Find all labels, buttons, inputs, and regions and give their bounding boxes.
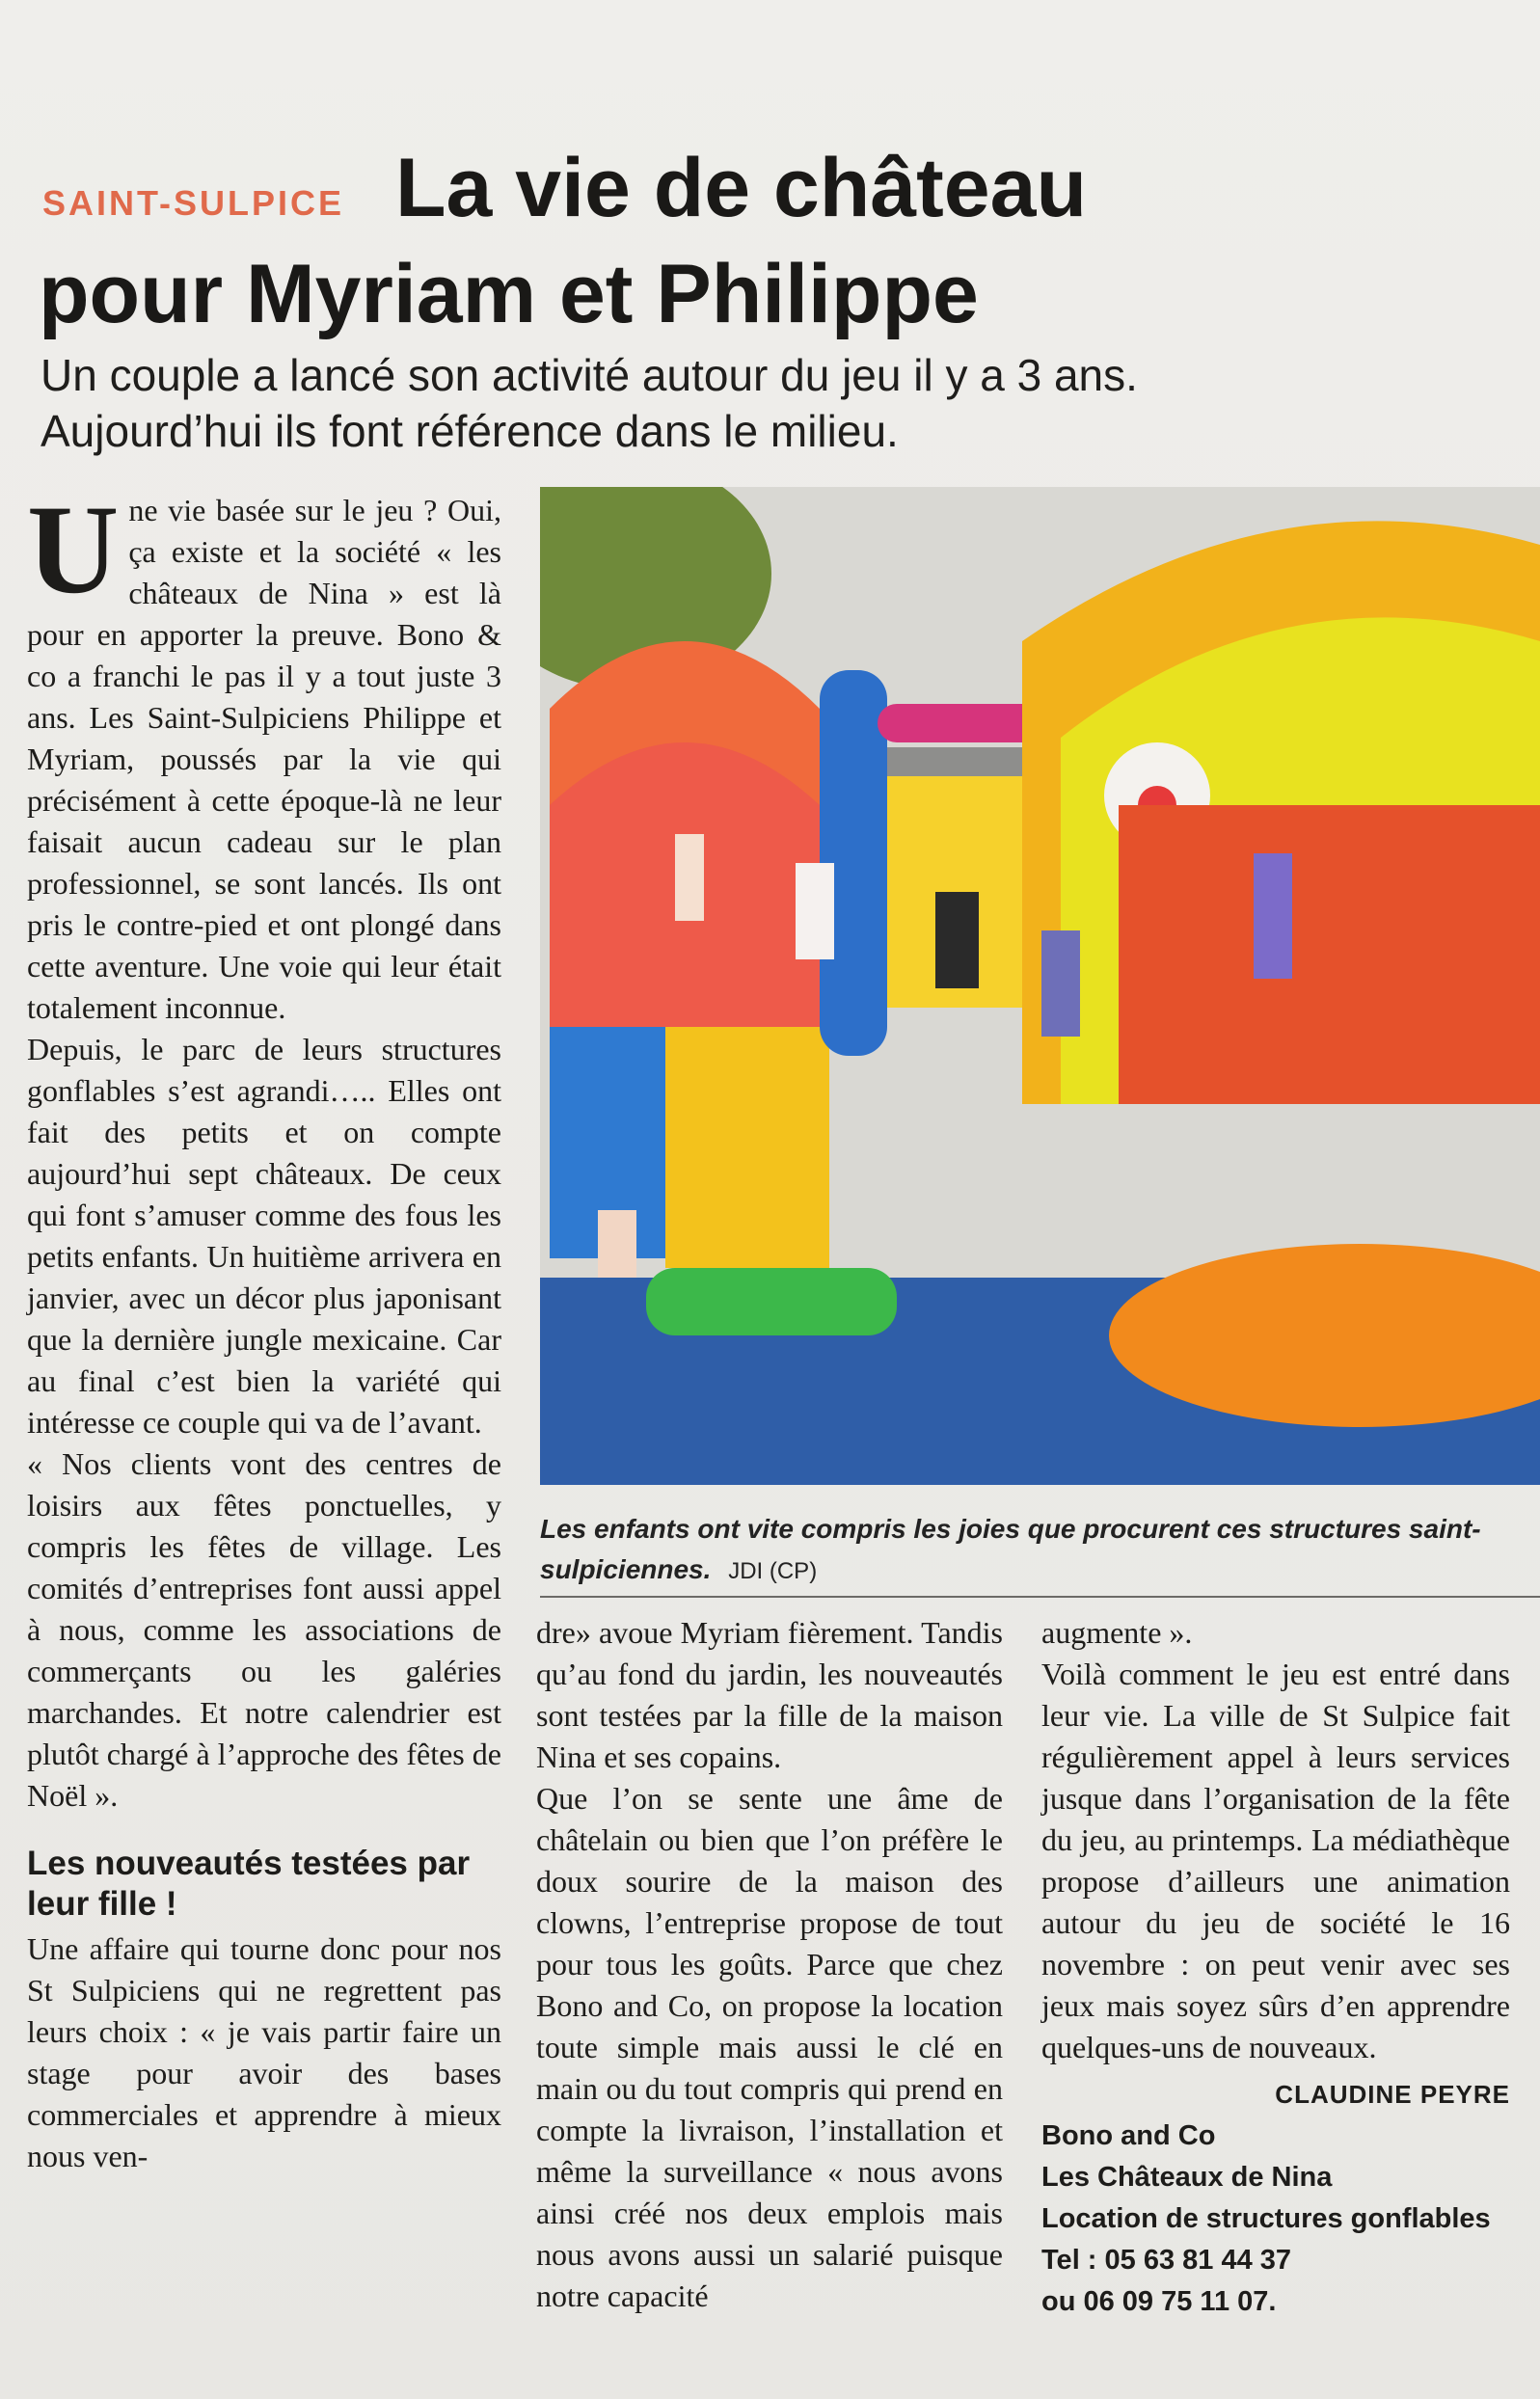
standfirst-line-1: Un couple a lancé son activité autour du jeu il y a 3 ans. bbox=[41, 350, 1138, 400]
paragraph-6: Que l’on se sente une âme de châtelain ou bien que l’on préfère le doux sourire de la maison des clowns, l’entreprise propose de tout pour tous les goûts. Parce que chez Bono and Co, on propose la location toute simple mais aussi le clé en main ou du tout compris qui prend en compte la livraison, l’installation et même la surveillance « nous avons ainsi créé nos deux emplois mais nous avons aussi un salarié puisque notre capacité bbox=[536, 1781, 1003, 2313]
caption-text: Les enfants ont vite compris les joies que procurent ces structures saint-sulpiciennes. bbox=[540, 1514, 1481, 1584]
headline bbox=[39, 135, 1437, 347]
contact-phone-2: ou 06 09 75 11 07. bbox=[1041, 2286, 1277, 2317]
headline-line-1: La vie de château bbox=[395, 142, 1087, 234]
standfirst-line-2: Aujourd’hui ils font référence dans le milieu. bbox=[41, 406, 899, 456]
drop-cap: U bbox=[27, 478, 120, 620]
contact-company: Bono and Co bbox=[1041, 2120, 1216, 2151]
paragraph-8: Voilà comment le jeu est entré dans leur vie. La ville de St Sulpice fait régulièrement appel à leurs services jusque dans l’organisation de la fête du jeu, au printemps. La médiathèque propose d’ailleurs une animation autour du jeu de société le 16 novembre : on peut venir avec ses jeux mais soyez sûrs d’en apprendre quelques-uns de nouveaux. bbox=[1041, 1657, 1510, 2064]
contact-phone-1: Tel : 05 63 81 44 37 bbox=[1041, 2245, 1292, 2276]
paragraph-1: ne vie basée sur le jeu ? Oui, ça existe et la société « les châteaux de Nina » est là pour en apporter la preuve. Bono & co a franchi le pas il y a tout juste 3 ans. Les Saint-Sulpiciens Philippe et Myriam, poussés par la vie qui précisément à cette époque-là ne leur faisait aucun cadeau sur le plan professionnel, se sont lancés. Ils ont pris le contre-pied et ont plongé dans cette aventure. Une voie qui leur était totalement inconnue. bbox=[27, 493, 501, 1025]
contact-brand: Les Châteaux de Nina bbox=[1041, 2162, 1333, 2193]
caption-rule bbox=[540, 1596, 1540, 1598]
headline-line-2: pour Myriam et Philippe bbox=[39, 248, 979, 340]
author-byline: CLAUDINE PEYRE bbox=[1275, 2080, 1510, 2109]
paragraph-3: « Nos clients vont des centres de loisirs aux fêtes ponctuelles, y compris les fêtes de village. Les comités d’entreprises font aussi appel à nous, comme les associations de commerçants ou les galéries marchandes. Et notre calendrier est plutôt chargé à l’approche des fêtes de Noël ». bbox=[27, 1446, 501, 1813]
contact-activity: Location de structures gonflables bbox=[1041, 2203, 1491, 2234]
paragraph-2: Depuis, le parc de leurs structures gonflables s’est agrandi….. Elles ont fait des petits et on compte aujourd’hui sept châteaux. De ceux qui font s’amuser comme des fous les petits enfants. Un huitième arrivera en janvier, avec un décor plus japonisant que la dernière jungle mexicaine. Car au final c’est bien la variété qui intéresse ce couple qui va de l’avant. bbox=[27, 1032, 501, 1440]
paragraph-5: dre» avoue Myriam fièrement. Tandis qu’au fond du jardin, les nouveautés sont testées par la fille de la maison Nina et ses copains. bbox=[536, 1615, 1003, 1774]
location-kicker: SAINT-SULPICE bbox=[42, 183, 345, 223]
article-photo bbox=[540, 487, 1540, 1485]
paragraph-4: Une affaire qui tourne donc pour nos St Sulpiciens qui ne regrettent pas leurs choix : « je vais partir faire un stage pour avoir des bases commerciales et apprendre à mieux nous ven- bbox=[27, 1931, 501, 2173]
photo-caption bbox=[540, 1509, 1524, 1592]
section-subhead: Les nouveautés testées par leur fille ! bbox=[27, 1845, 471, 1923]
column-2 bbox=[536, 1612, 1003, 2317]
contact-box bbox=[1041, 2116, 1510, 2323]
column-1 bbox=[27, 478, 501, 2177]
column-3 bbox=[1041, 1612, 1510, 2323]
paragraph-7: augmente ». bbox=[1041, 1615, 1193, 1650]
bouncy-castle-illustration bbox=[540, 487, 1540, 1485]
photo-credit: JDI (CP) bbox=[728, 1558, 818, 1584]
standfirst bbox=[41, 347, 1448, 459]
